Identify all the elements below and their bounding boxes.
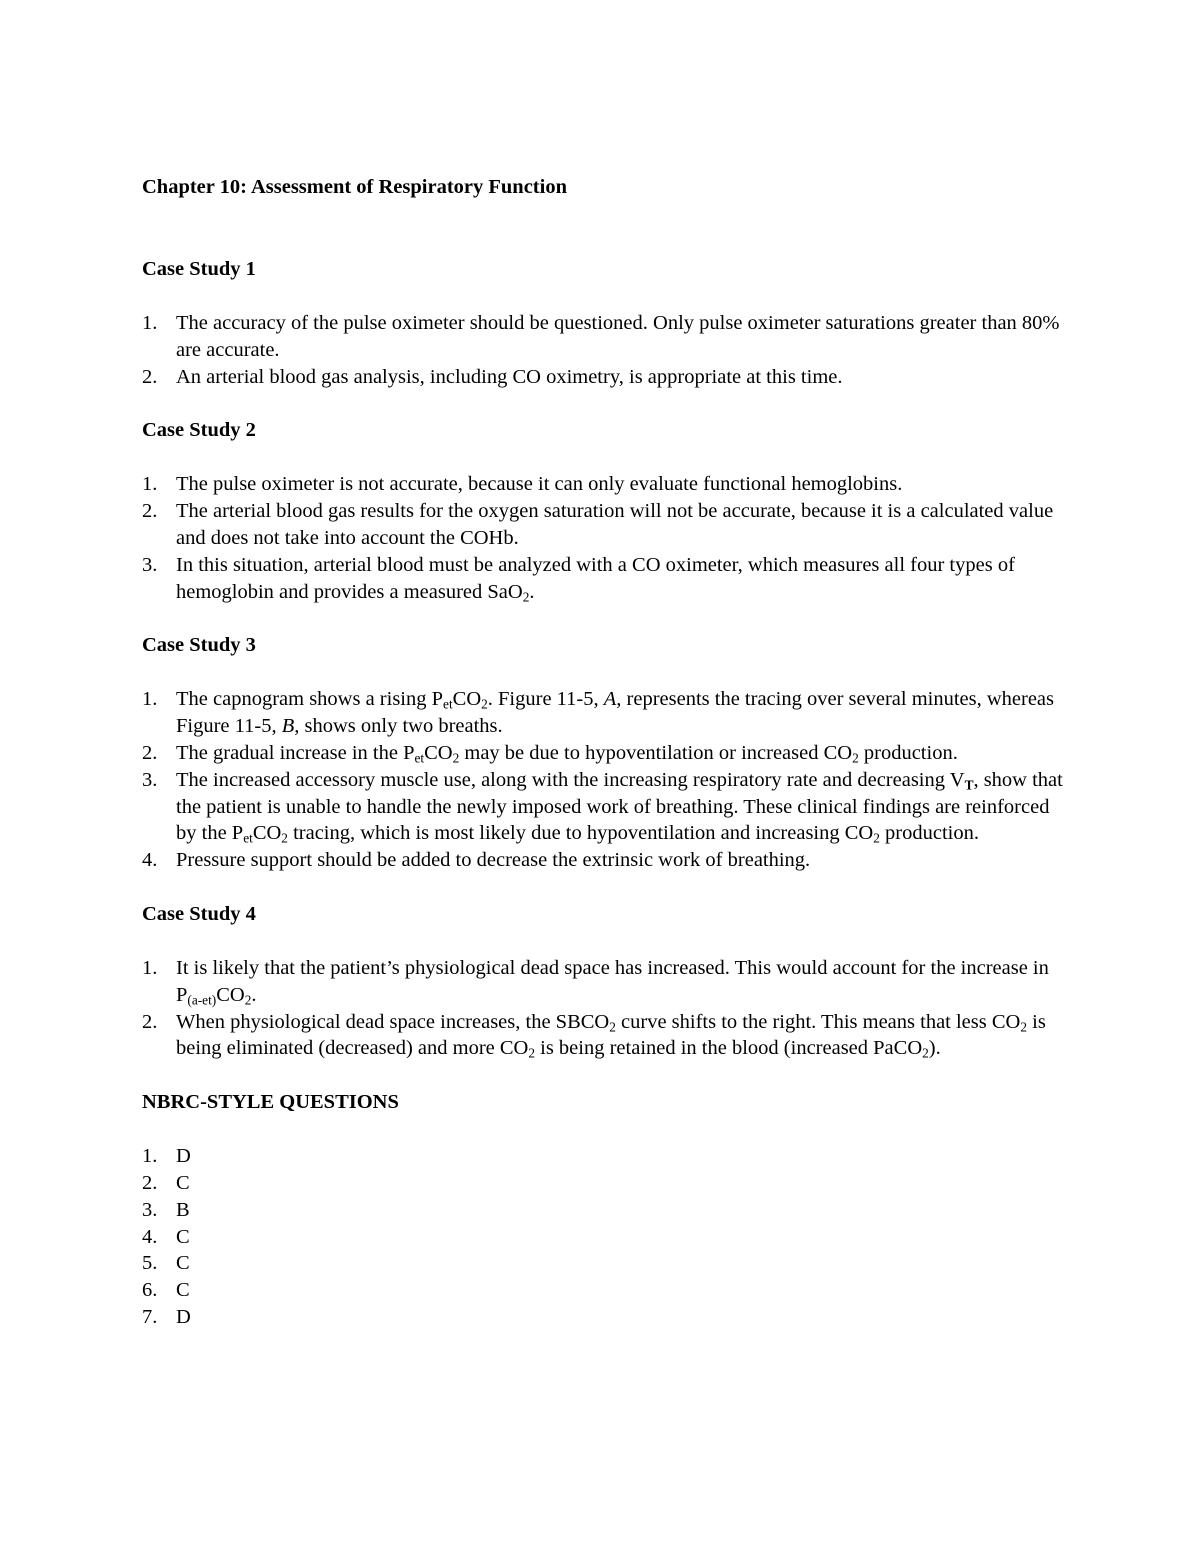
text-run: production. xyxy=(858,741,958,764)
item-number: 3. xyxy=(142,553,158,576)
answer-item xyxy=(142,1250,1072,1277)
text-run: It is likely that the patient’s physiological dead space has increased. This would account for the increase in P xyxy=(176,956,1049,1006)
case-study-list xyxy=(142,471,1072,605)
item-text xyxy=(176,1011,1046,1060)
text-run: The capnogram shows a rising P xyxy=(176,688,444,711)
text-run: , show that the patient is unable to handle the newly imposed work of breathing. These clinical findings are reinforced by the P xyxy=(176,768,1063,845)
answer-item xyxy=(142,1304,1072,1331)
answer-number: 3. xyxy=(142,1198,158,1221)
subscript: 2 xyxy=(281,830,288,846)
list-item xyxy=(142,310,1072,364)
answer-number: 1. xyxy=(142,1145,158,1168)
list-item xyxy=(142,498,1072,552)
subscript: 2 xyxy=(522,588,530,604)
answer-number: 2. xyxy=(142,1171,158,1194)
nbrc-heading: NBRC-STYLE QUESTIONS xyxy=(142,1091,399,1114)
subscript: 2 xyxy=(873,830,880,846)
answer-item xyxy=(142,1143,1072,1170)
text-run: . Figure 11-5, xyxy=(487,688,604,711)
item-number: 2. xyxy=(142,741,158,764)
case-study-heading: Case Study 3 xyxy=(142,634,256,657)
answer-value: C xyxy=(176,1252,190,1275)
case-study-list xyxy=(142,955,1072,1062)
item-text xyxy=(176,769,1063,845)
subscript: et xyxy=(443,696,453,712)
text-run: The pulse oximeter is not accurate, because it can only evaluate functional hemoglobins. xyxy=(176,473,903,496)
chapter-title: Chapter 10: Assessment of Respiratory Function xyxy=(142,176,567,198)
case-study-list xyxy=(142,310,1072,390)
list-item xyxy=(142,955,1072,1009)
text-run: CO xyxy=(452,688,482,711)
italic-text: B, xyxy=(281,715,300,738)
subscript: 2 xyxy=(481,696,488,712)
item-text xyxy=(176,957,1049,1006)
answer-item xyxy=(142,1224,1072,1251)
list-item xyxy=(142,740,1072,767)
subscript: 2 xyxy=(1020,1018,1027,1034)
case-study-list xyxy=(142,686,1072,874)
answer-number: 5. xyxy=(142,1252,158,1275)
item-text xyxy=(176,312,1060,361)
item-number: 2. xyxy=(142,500,158,523)
subscript: 2 xyxy=(452,750,460,766)
case-study-heading: Case Study 2 xyxy=(142,419,256,442)
text-run: may be due to hypoventilation or increased CO xyxy=(459,741,853,764)
list-item xyxy=(142,686,1072,740)
item-number: 1. xyxy=(142,688,158,711)
list-item xyxy=(142,767,1072,847)
text-run: The accuracy of the pulse oximeter should be questioned. Only pulse oximeter saturations greater than 80% are accurate. xyxy=(176,312,1060,361)
nbrc-answer-list xyxy=(142,1143,1072,1331)
text-run: The increased accessory muscle use, along with the increasing respiratory rate and decreasing V xyxy=(176,768,965,791)
item-text xyxy=(176,554,1015,603)
text-run: CO xyxy=(252,822,282,845)
item-text xyxy=(176,688,1054,737)
subscript: (a-et) xyxy=(187,992,217,1008)
italic-text: A, xyxy=(603,688,622,711)
subscript: 2 xyxy=(528,1045,535,1061)
text-run: is being eliminated (decreased) and more CO xyxy=(176,1010,1046,1060)
subscript: et xyxy=(414,750,425,766)
answer-number: 6. xyxy=(142,1279,158,1302)
subscript: 2 xyxy=(244,992,252,1008)
text-run: production. xyxy=(879,822,979,845)
text-run: CO xyxy=(216,983,245,1006)
text-run: The gradual increase in the P xyxy=(176,741,415,764)
item-text xyxy=(176,742,958,764)
item-number: 1. xyxy=(142,473,158,496)
subscript: 2 xyxy=(609,1018,616,1034)
answer-value: C xyxy=(176,1171,190,1194)
document-body xyxy=(142,174,1072,1358)
item-number: 4. xyxy=(142,849,158,872)
answer-item xyxy=(142,1277,1072,1304)
subscript: 2 xyxy=(922,1045,929,1061)
list-item xyxy=(142,471,1072,498)
text-run: Pressure support should be added to decrease the extrinsic work of breathing. xyxy=(176,849,811,872)
case-study-heading: Case Study 1 xyxy=(142,258,256,280)
text-run: CO xyxy=(424,741,453,764)
answer-value: D xyxy=(176,1145,191,1168)
item-number: 1. xyxy=(142,956,158,979)
item-text xyxy=(176,500,1053,549)
list-item xyxy=(142,847,1072,874)
item-number: 3. xyxy=(142,768,158,791)
list-item xyxy=(142,1009,1072,1063)
item-text xyxy=(176,366,843,388)
answer-value: D xyxy=(176,1305,191,1328)
answer-number: 7. xyxy=(142,1305,158,1328)
item-text xyxy=(176,473,902,495)
subscript: T xyxy=(964,777,974,793)
text-run: The arterial blood gas results for the oxygen saturation will not be accurate, because it is a calculated value and does not take into account the COHb. xyxy=(176,500,1054,549)
text-run: When physiological dead space increases, the SBCO xyxy=(176,1010,610,1033)
answer-number: 4. xyxy=(142,1225,158,1248)
text-run: ). xyxy=(928,1037,941,1060)
text-run: . xyxy=(529,580,535,603)
list-item xyxy=(142,552,1072,606)
text-run: is being retained in the blood (increased PaCO xyxy=(535,1037,923,1060)
answer-value: C xyxy=(176,1279,190,1302)
answer-item xyxy=(142,1170,1072,1197)
text-run: curve shifts to the right. This means that less CO xyxy=(615,1010,1021,1033)
list-item xyxy=(142,364,1072,391)
case-study-heading: Case Study 4 xyxy=(142,902,256,925)
subscript: et xyxy=(243,830,253,846)
text-run: . xyxy=(251,983,257,1006)
item-text xyxy=(176,849,810,871)
answer-value: C xyxy=(176,1225,190,1248)
answer-value: B xyxy=(176,1198,190,1221)
subscript: 2 xyxy=(852,750,859,766)
text-run: represents the tracing over several minutes, whereas Figure 11-5, xyxy=(176,688,1055,738)
text-run: shows only two breaths. xyxy=(299,715,503,738)
text-run: tracing, which is most likely due to hypoventilation and increasing CO xyxy=(287,822,874,845)
case-study-sections xyxy=(142,256,1072,1062)
text-run: In this situation, arterial blood must be analyzed with a CO oximeter, which measures all four types of hemoglobin and provides a measured SaO xyxy=(176,553,1015,603)
item-number: 2. xyxy=(142,1010,158,1033)
answer-item xyxy=(142,1197,1072,1224)
item-number: 1. xyxy=(142,312,158,334)
text-run: An arterial blood gas analysis, including CO oximetry, is appropriate at this time. xyxy=(176,365,843,388)
item-number: 2. xyxy=(142,365,158,388)
